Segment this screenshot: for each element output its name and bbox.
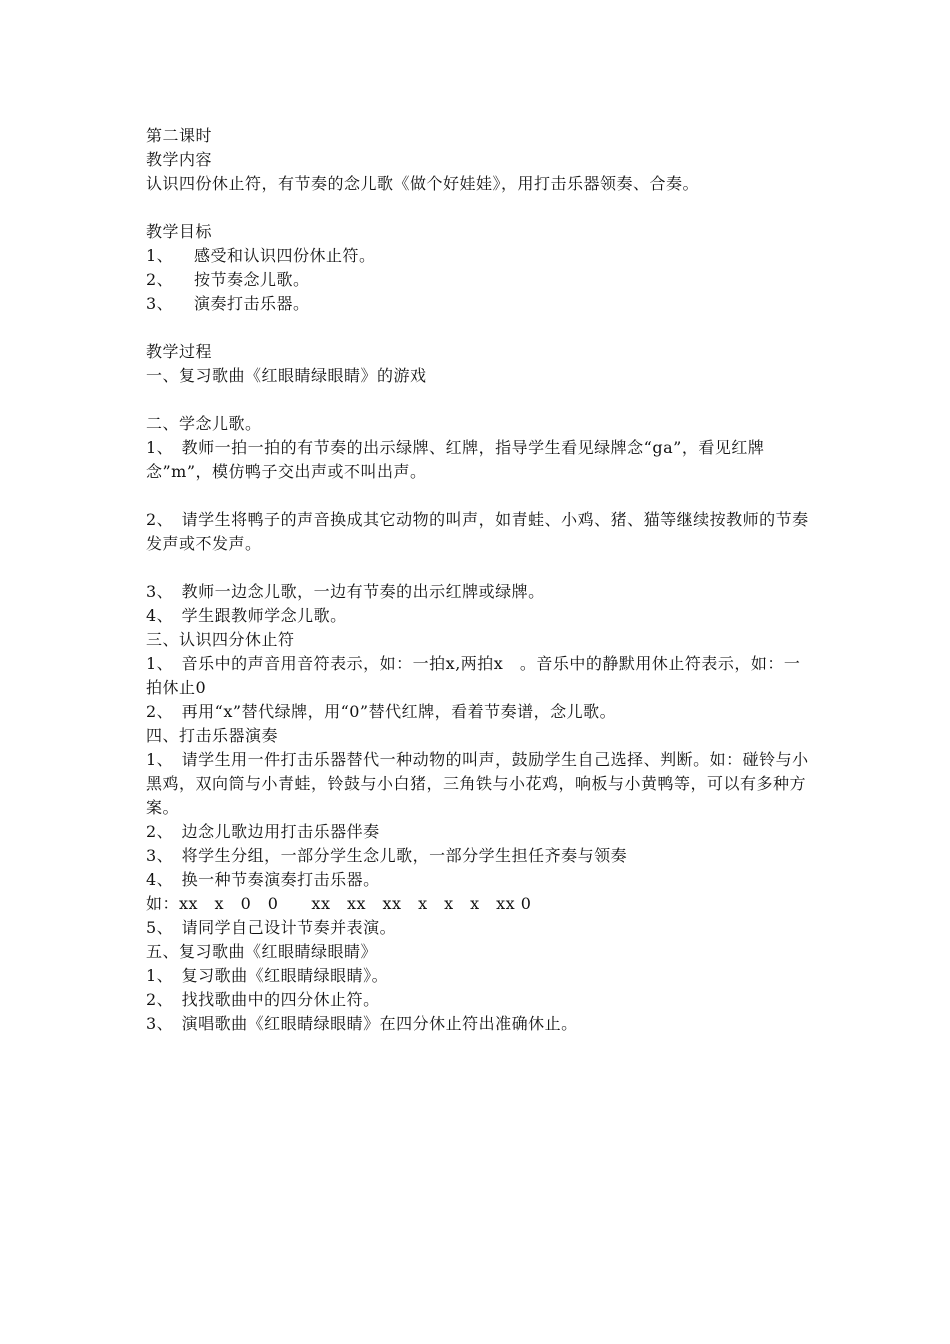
goal-text: 感受和认识四份休止符。 — [194, 246, 376, 265]
list-item: 4、 换一种节奏演奏打击乐器。 — [146, 870, 380, 889]
list-item: 3、 教师一边念儿歌，一边有节奏的出示红牌或绿牌。 — [146, 582, 545, 601]
spacer — [146, 196, 816, 220]
goal-item — [146, 268, 816, 292]
goal-item — [146, 292, 816, 316]
goal-number: 3、 — [146, 294, 174, 313]
content-text: 认识四份休止符，有节奏的念儿歌《做个好娃娃》，用打击乐器领奏、合奏。 — [146, 174, 700, 193]
list-item: 5、 请同学自己设计节奏并表演。 — [146, 918, 397, 937]
list-item: 1、 教师一拍一拍的有节奏的出示绿牌、红牌，指导学生看见绿牌念“ga”，看见红牌念”m”，模仿鸭子交出声或不叫出声。 — [146, 438, 765, 481]
document-page — [146, 124, 816, 1036]
section-heading: 三、认识四分休止符 — [146, 630, 295, 649]
lesson-title: 第二课时 — [146, 126, 213, 145]
section-heading: 四、打击乐器演奏 — [146, 726, 279, 745]
list-item: 3、 演唱歌曲《红眼睛绿眼睛》在四分休止符出准确休止。 — [146, 1014, 578, 1033]
list-item: 1、 复习歌曲《红眼睛绿眼睛》。 — [146, 966, 389, 985]
list-item: 2、 请学生将鸭子的声音换成其它动物的叫声，如青蛙、小鸡、猪、猫等继续按教师的节奏发声或不发声。 — [146, 510, 809, 553]
goals-heading: 教学目标 — [146, 222, 213, 241]
goal-item — [146, 244, 816, 268]
section-heading: 五、复习歌曲《红眼睛绿眼睛》 — [146, 942, 378, 961]
process-heading: 教学过程 — [146, 342, 213, 361]
section-heading: 一、复习歌曲《红眼睛绿眼睛》的游戏 — [146, 366, 427, 385]
list-item: 2、 再用“x”替代绿牌，用“0”替代红牌，看着节奏谱，念儿歌。 — [146, 702, 617, 721]
spacer — [146, 316, 816, 340]
section-heading: 二、学念儿歌。 — [146, 414, 262, 433]
goal-number: 1、 — [146, 246, 174, 265]
list-item: 2、 找找歌曲中的四分休止符。 — [146, 990, 380, 1009]
list-item: 3、 将学生分组，一部分学生念儿歌，一部分学生担任齐奏与领奏 — [146, 846, 628, 865]
list-item: 4、 学生跟教师学念儿歌。 — [146, 606, 347, 625]
spacer — [146, 556, 816, 580]
content-heading: 教学内容 — [146, 150, 213, 169]
goal-text: 按节奏念儿歌。 — [194, 270, 310, 289]
list-item: 1、 音乐中的声音用音符表示，如：一拍x,两拍x 。音乐中的静默用休止符表示，如：一拍休止0 — [146, 654, 801, 697]
goal-number: 2、 — [146, 270, 174, 289]
rhythm-example: 如：xx x 0 0 xx xx xx x x x xx 0 — [146, 894, 532, 913]
spacer — [146, 484, 816, 508]
goal-text: 演奏打击乐器。 — [194, 294, 310, 313]
list-item: 2、 边念儿歌边用打击乐器伴奏 — [146, 822, 380, 841]
spacer — [146, 388, 816, 412]
list-item: 1、 请学生用一件打击乐器替代一种动物的叫声，鼓励学生自己选择、判断。如：碰铃与小黑鸡，双向筒与小青蛙，铃鼓与小白猪，三角铁与小花鸡，响板与小黄鸭等，可以有多种方案。 — [146, 750, 809, 817]
